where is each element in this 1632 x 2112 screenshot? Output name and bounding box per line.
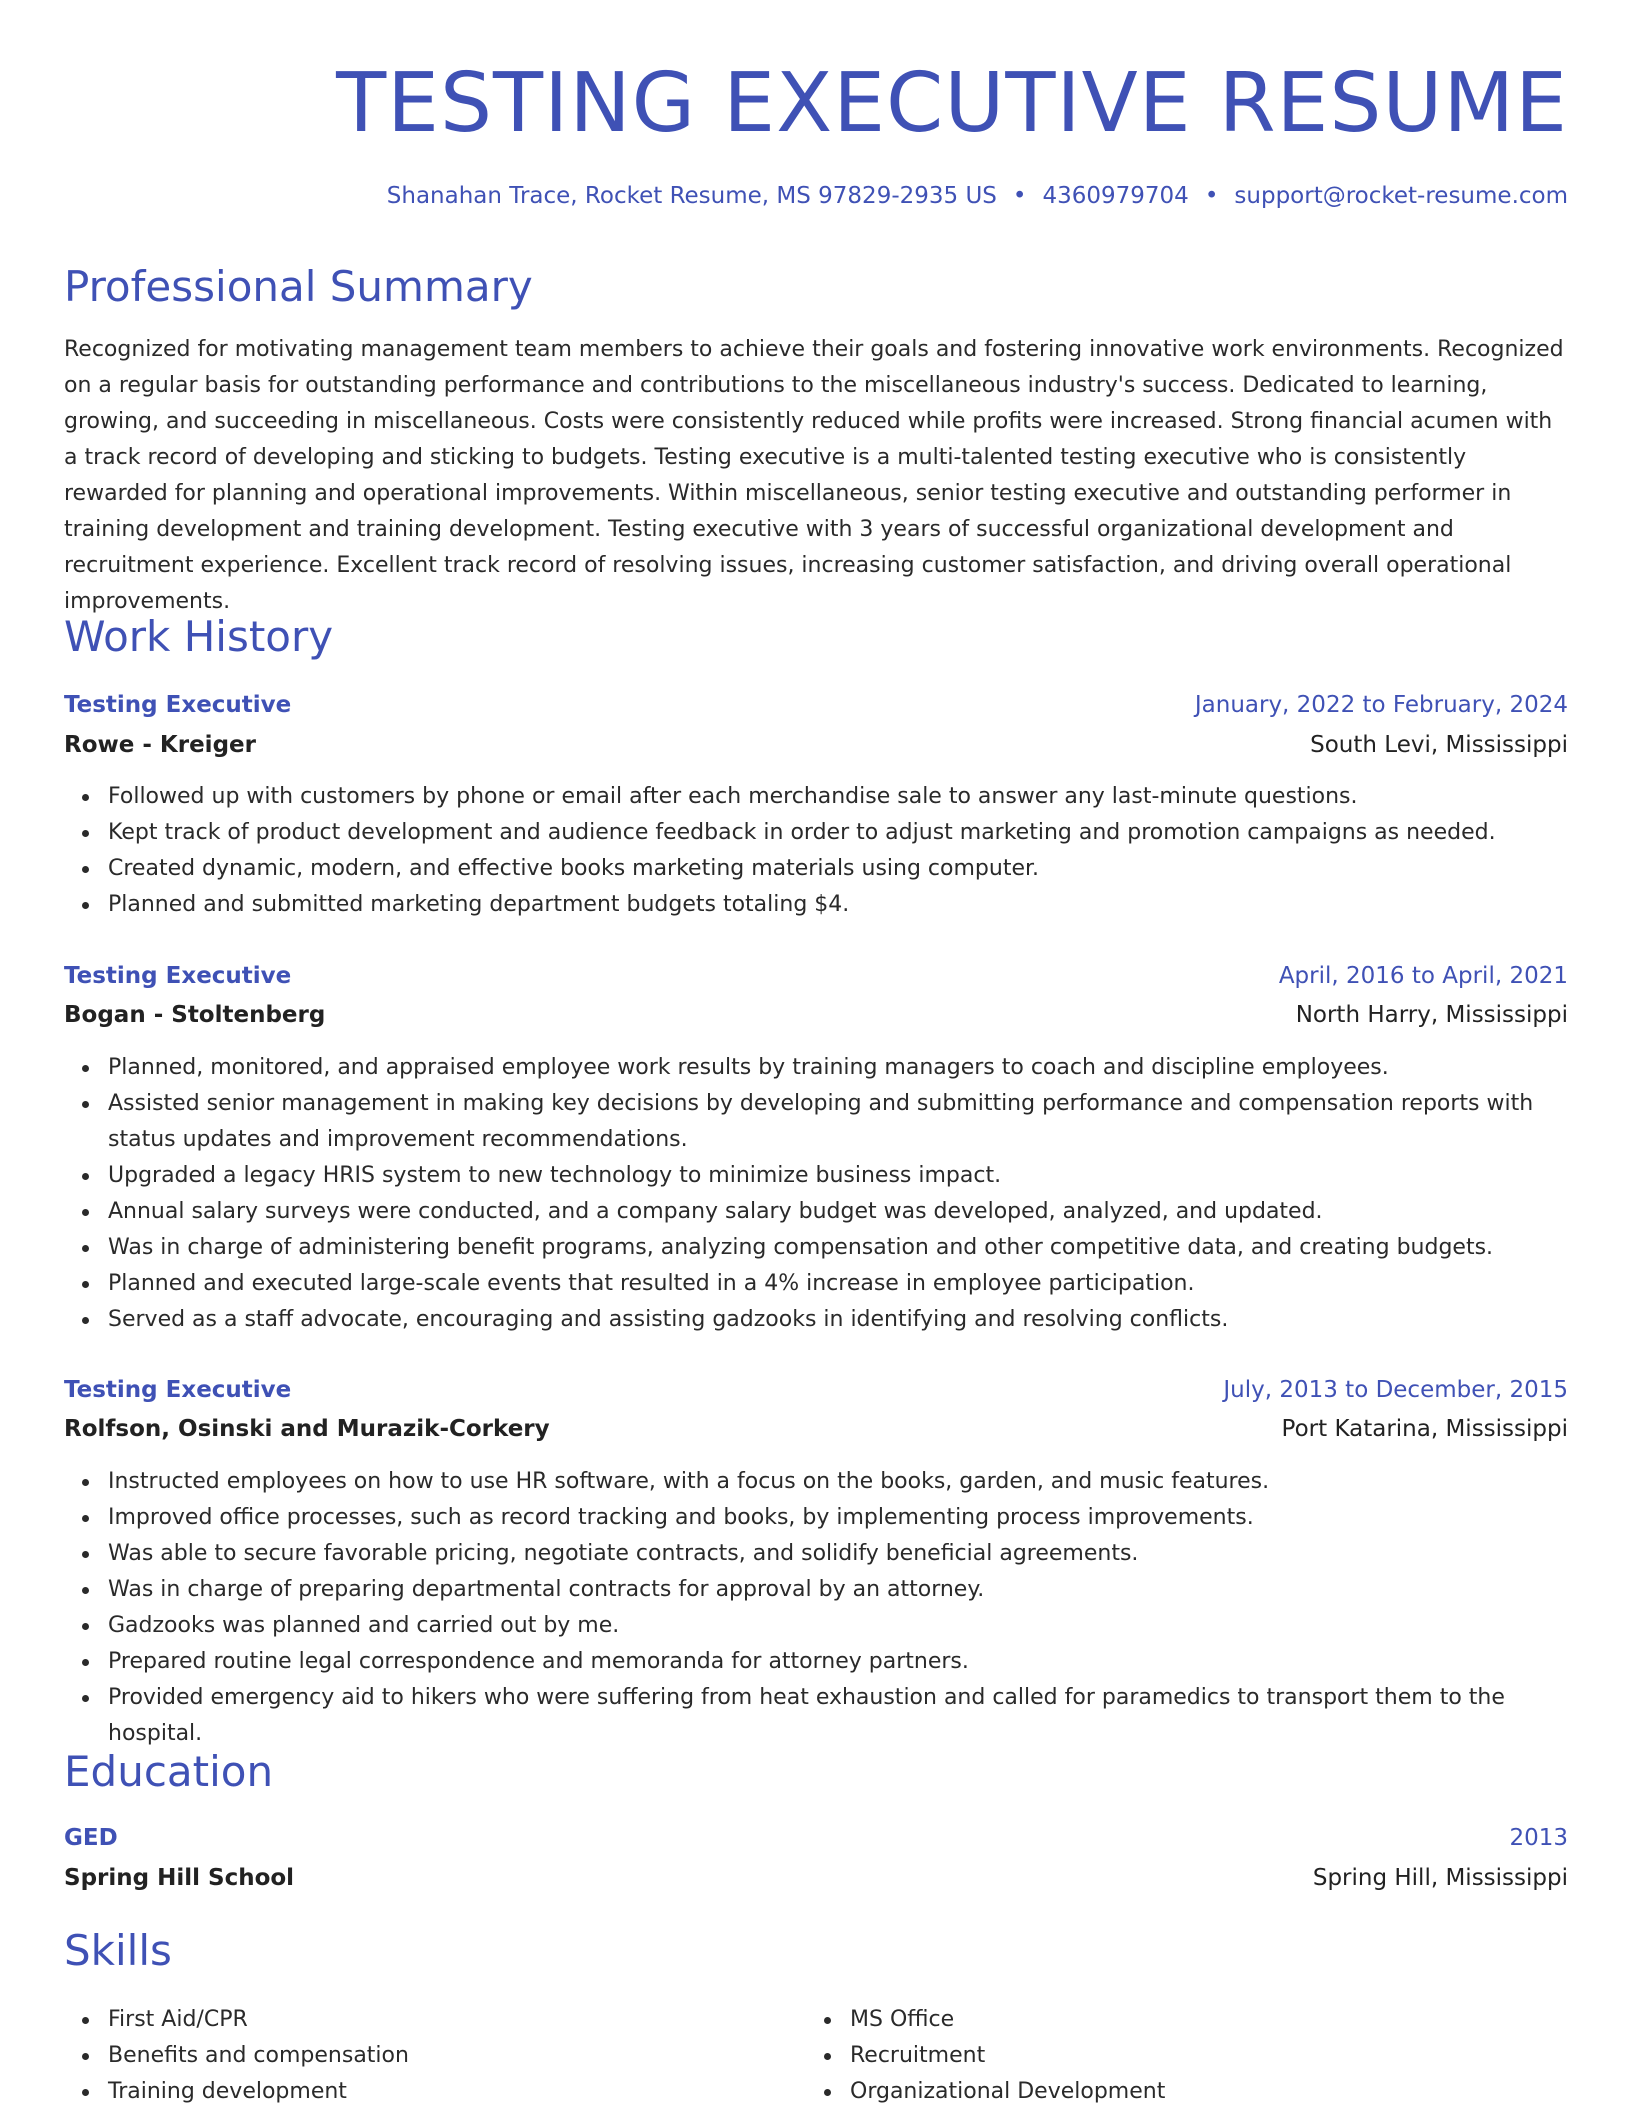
education-location: Spring Hill, Mississippi	[1312, 1865, 1568, 1891]
skills-heading: Skills	[64, 1926, 172, 1975]
job-dates: January, 2022 to February, 2024	[1194, 692, 1568, 718]
list-item: Improved office processes, such as record tracking and books, by implementing process improvements.	[108, 1500, 1568, 1536]
list-item: Prepared routine legal correspondence and memoranda for attorney partners.	[108, 1644, 1568, 1680]
list-item: Instructed employees on how to use HR software, with a focus on the books, garden, and music features.	[108, 1464, 1568, 1500]
job-company: Bogan - Stoltenberg	[64, 1002, 326, 1028]
contact-separator: •	[1012, 183, 1027, 209]
list-item: Assisted senior management in making key decisions by developing and submitting performance and compensation reports with status updates and improvement recommendations.	[108, 1086, 1568, 1158]
education-school-row	[64, 1862, 1568, 1894]
job-bullets	[64, 1050, 1568, 1338]
job-title: Testing Executive	[64, 963, 292, 989]
skills-list-left	[64, 2002, 764, 2110]
list-item: Planned and submitted marketing department budgets totaling $4.	[108, 887, 1568, 923]
job-header-row	[64, 960, 1568, 992]
job-header-row	[64, 1374, 1568, 1406]
job-title: Testing Executive	[64, 692, 292, 718]
education-heading: Education	[64, 1747, 274, 1796]
contact-separator: •	[1204, 183, 1219, 209]
education-year: 2013	[1509, 1825, 1568, 1851]
job-location: Port Katarina, Mississippi	[1281, 1416, 1568, 1442]
summary-heading: Professional Summary	[64, 262, 533, 311]
job-location: North Harry, Mississippi	[1295, 1002, 1568, 1028]
list-item: Was in charge of preparing departmental contracts for approval by an attorney.	[108, 1572, 1568, 1608]
resume-title: TESTING EXECUTIVE RESUME	[336, 56, 1568, 151]
list-item: Served as a staff advocate, encouraging and assisting gadzooks in identifying and resolving conflicts.	[108, 1302, 1568, 1338]
job-company-row	[64, 999, 1568, 1031]
skill-item: First Aid/CPR	[108, 2002, 764, 2038]
contact-line	[387, 180, 1568, 212]
list-item: Was able to secure favorable pricing, negotiate contracts, and solidify beneficial agreements.	[108, 1536, 1568, 1572]
skill-item: Organizational Development	[850, 2074, 1506, 2110]
list-item: Annual salary surveys were conducted, and a company salary budget was developed, analyzed, and updated.	[108, 1194, 1568, 1230]
job-title: Testing Executive	[64, 1377, 292, 1403]
job-dates: July, 2013 to December, 2015	[1223, 1377, 1568, 1403]
list-item: Provided emergency aid to hikers who were suffering from heat exhaustion and called for paramedics to transport them to the hospital.	[108, 1680, 1568, 1752]
job-bullets	[64, 779, 1568, 923]
skill-item: Training development	[108, 2074, 764, 2110]
list-item: Kept track of product development and audience feedback in order to adjust marketing and promotion campaigns as needed.	[108, 815, 1568, 851]
education-degree: GED	[64, 1825, 118, 1851]
list-item: Upgraded a legacy HRIS system to new technology to minimize business impact.	[108, 1158, 1568, 1194]
list-item: Created dynamic, modern, and effective books marketing materials using computer.	[108, 851, 1568, 887]
skills-list-right	[806, 2002, 1506, 2110]
job-company: Rolfson, Osinski and Murazik-Corkery	[64, 1416, 550, 1442]
list-item: Planned, monitored, and appraised employee work results by training managers to coach and discipline employees.	[108, 1050, 1568, 1086]
job-company: Rowe - Kreiger	[64, 732, 256, 758]
list-item: Gadzooks was planned and carried out by me.	[108, 1608, 1568, 1644]
contact-address: Shanahan Trace, Rocket Resume, MS 97829-2935 US	[386, 183, 997, 209]
job-company-row	[64, 729, 1568, 761]
job-location: South Levi, Mississippi	[1310, 732, 1568, 758]
list-item: Was in charge of administering benefit programs, analyzing compensation and other competitive data, and creating budgets.	[108, 1230, 1568, 1266]
job-header-row	[64, 689, 1568, 721]
skill-item: Recruitment	[850, 2038, 1506, 2074]
skill-item: MS Office	[850, 2002, 1506, 2038]
summary-text: Recognized for motivating management team members to achieve their goals and fostering innovative work environments. Recognized on a regular basis for outstanding performance and contributions to the miscellaneous industry's success. Dedicated to learning, growing, and succeeding in miscellaneous. Costs were consistently reduced while profits were increased. Strong financial acumen with a track record of developing and sticking to budgets. Testing executive is a multi-talented testing executive who is consistently rewarded for planning and operational improvements. Within miscellaneous, senior testing executive and outstanding performer in training development and training development. Testing executive with 3 years of successful organizational development and recruitment experience. Excellent track record of resolving issues, increasing customer satisfaction, and driving overall operational improvements.	[64, 337, 1564, 614]
job-dates: April, 2016 to April, 2021	[1278, 963, 1568, 989]
work-history-heading: Work History	[64, 612, 334, 661]
education-header-row	[64, 1822, 1568, 1854]
list-item: Followed up with customers by phone or email after each merchandise sale to answer any last-minute questions.	[108, 779, 1568, 815]
contact-email[interactable]: support@rocket-resume.com	[1234, 183, 1568, 209]
list-item: Planned and executed large-scale events that resulted in a 4% increase in employee participation.	[108, 1266, 1568, 1302]
education-school: Spring Hill School	[64, 1865, 295, 1891]
job-company-row	[64, 1413, 1568, 1445]
job-bullets	[64, 1464, 1568, 1752]
contact-phone: 4360979704	[1042, 183, 1189, 209]
skill-item: Benefits and compensation	[108, 2038, 764, 2074]
